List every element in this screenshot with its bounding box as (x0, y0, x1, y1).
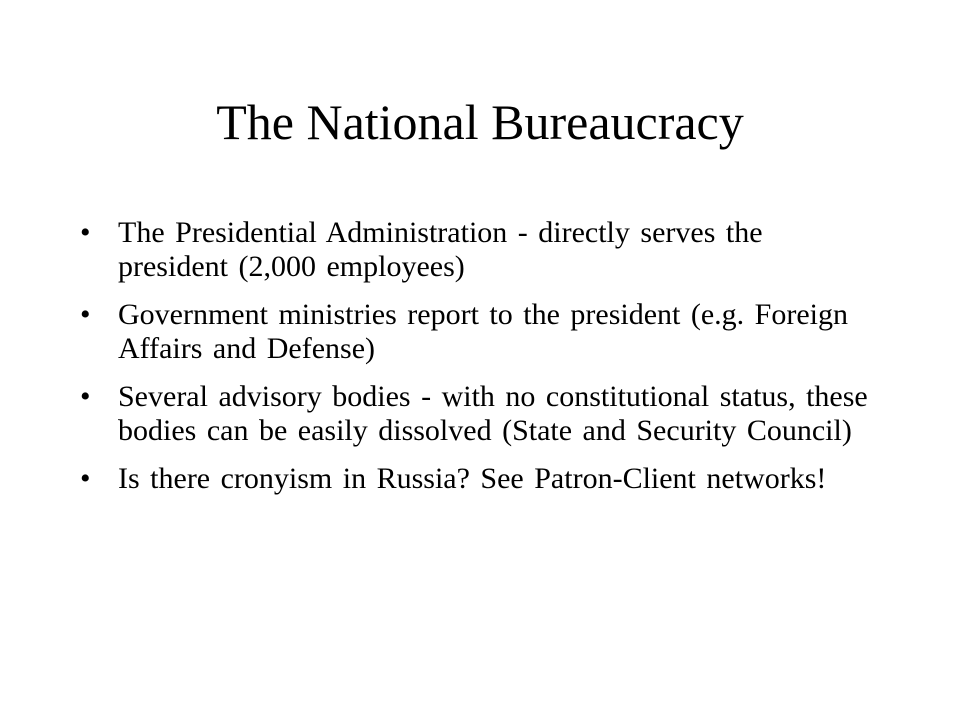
bullet-text: Several advisory bodies - with no constitutional status, these bodies can be easily dissolved (State and Security Council) (118, 380, 868, 447)
slide-title: The National Bureaucracy (216, 94, 744, 150)
bullet-item-advisory-bodies (80, 380, 870, 448)
bullet-item-government-ministries (80, 298, 870, 366)
bullet-icon: • (80, 462, 91, 495)
bullet-icon: • (80, 380, 91, 413)
bullet-item-presidential-administration (80, 216, 870, 284)
bullet-item-cronyism (80, 462, 870, 496)
bullet-text: Is there cronyism in Russia? See Patron-Client networks! (118, 462, 827, 495)
bullet-list (80, 216, 870, 510)
bullet-icon: • (80, 298, 91, 331)
bullet-text: The Presidential Administration - directly serves the president (2,000 employees) (118, 216, 763, 283)
bullet-text: Government ministries report to the president (e.g. Foreign Affairs and Defense) (118, 298, 848, 365)
bullet-icon: • (80, 216, 91, 249)
